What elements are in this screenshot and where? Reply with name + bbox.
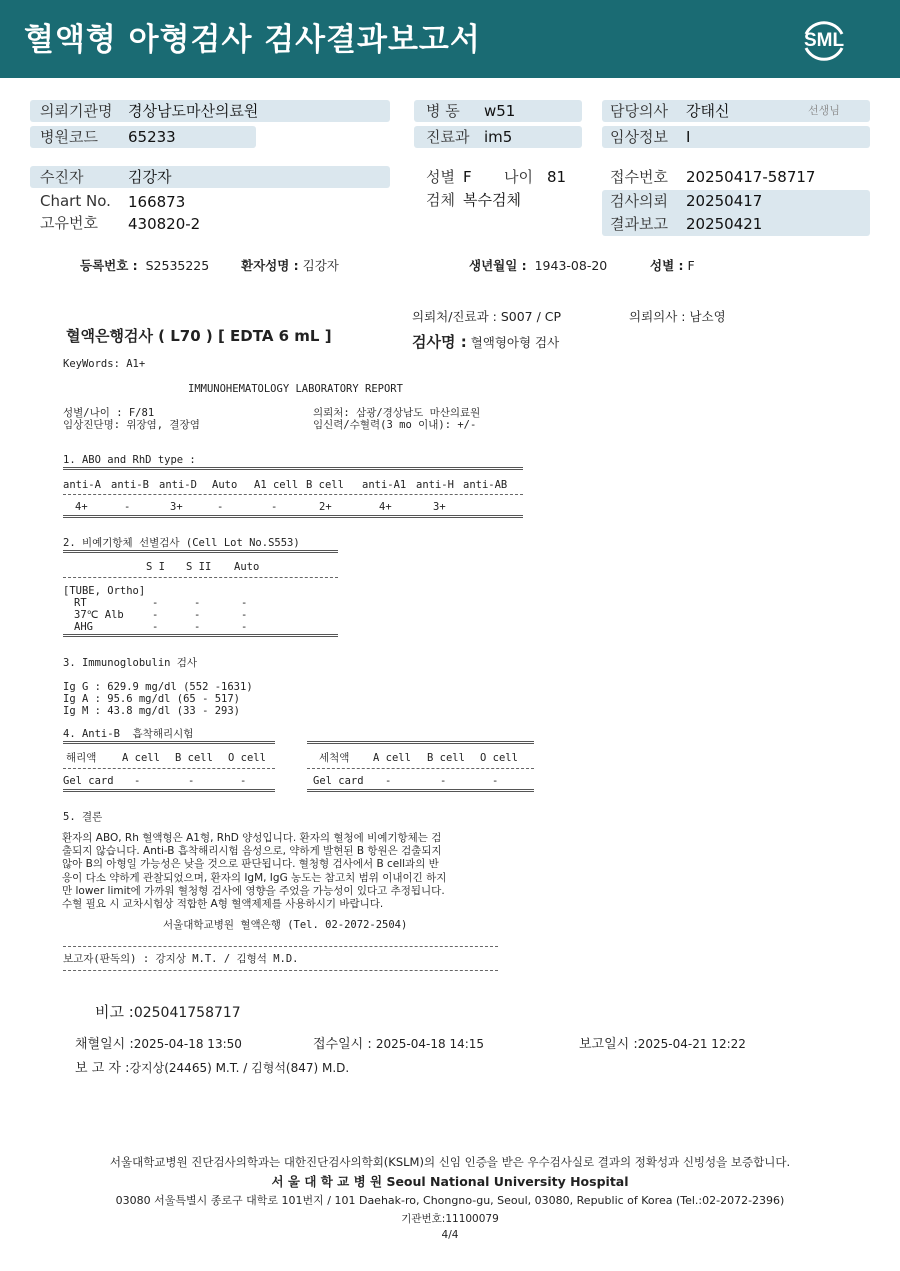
signoff: 서울대학교병원 혈액은행 (Tel. 02-2072-2504) [163, 919, 408, 931]
receive-time: 접수일시 : 2025-04-18 14:15 [313, 1037, 485, 1052]
conclusion-line: 않아 B의 아형일 가능성은 낮을 것으로 판단됩니다. 혈청형 검사에서 B cell과의 반 [62, 858, 439, 871]
s2-row2-v2: - [194, 621, 201, 633]
sml-logo [796, 12, 852, 68]
s2-row2-v3: - [241, 621, 248, 633]
s2-row0-v1: - [152, 597, 159, 609]
s1-h0: anti-A [63, 479, 101, 491]
summary-sex: 성별 : F [650, 258, 695, 273]
ward-value: w51 [484, 102, 516, 120]
s4r-v0: Gel card [313, 775, 364, 787]
sex-age: 성별/나이 : F/81 [63, 407, 155, 419]
s1-h4: A1 cell [254, 479, 299, 491]
section1-title: 1. ABO and RhD type : [63, 454, 196, 466]
clinical-value: I [686, 128, 691, 146]
unique-value: 430820-2 [128, 215, 201, 233]
s1-v4: - [271, 501, 278, 513]
specimen-value: 복수검체 [463, 191, 521, 209]
section1-rule [63, 467, 523, 470]
sex-value: F [463, 168, 472, 186]
section5-title: 5. 결론 [63, 811, 103, 823]
collect-time: 채혈일시 :2025-04-18 13:50 [75, 1037, 242, 1052]
s1-v5: 2+ [319, 501, 332, 513]
pregnancy-history: 임신력/수혈력(3 mo 이내): +/- [313, 419, 477, 431]
hospital-code-label: 병원코드 [40, 128, 98, 146]
igg-row: Ig G : 629.9 mg/dl (552 -1631) [63, 681, 253, 693]
conclusion-line: 만 lower limit에 가까워 혈청형 검사에 영향을 주었을 가능성이 있다고 추정됩니다. [62, 884, 445, 897]
report-reporter: 보고자(판독의) : 강지상 M.T. / 김형석 M.D. [63, 953, 299, 965]
reception-label: 접수번호 [610, 168, 668, 186]
logo-text: SML [803, 30, 845, 51]
s4r-h0: 세척액 [319, 752, 350, 764]
s4l-h3: O cell [228, 752, 266, 764]
conclusion-line: 응이 다소 약하게 관찰되었으며, 환자의 IgM, IgG 농도는 참고치 범위 이내이긴 하지 [62, 871, 447, 884]
s1-h3: Auto [212, 479, 238, 491]
patient-value: 김강자 [128, 168, 172, 186]
s2-row1-label: 37℃ Alb [74, 609, 124, 621]
bottom-reporter: 보 고 자 :강지상(24465) M.T. / 김형석(847) M.D. [75, 1061, 350, 1076]
request-value: 20250417 [686, 192, 763, 210]
lab-report-title: IMMUNOHEMATOLOGY LABORATORY REPORT [188, 383, 403, 395]
department-label: 진료과 [426, 128, 470, 146]
section1-dash [63, 494, 523, 495]
doctor-label: 담당의사 [610, 102, 668, 120]
s1-v7: 3+ [433, 501, 446, 513]
s1-h1: anti-B [111, 479, 149, 491]
result-label: 결과보고 [610, 215, 668, 233]
reporter-rule-top [63, 946, 498, 947]
remark: 비고 :025041758717 [95, 1003, 241, 1021]
section4-title: 4. Anti-B 흡착해리시험 [63, 728, 194, 740]
s4l-h0: 해리액 [66, 752, 97, 764]
conclusion-text [62, 832, 540, 911]
s1-v3: - [217, 501, 224, 513]
section2-title: 2. 비예기항체 선별검사 (Cell Lot No.S553) [63, 537, 300, 549]
page-number: 4/4 [441, 1229, 459, 1241]
s4r-v1: - [385, 775, 392, 787]
patient-field [30, 166, 390, 188]
report-requester: 의뢰처: 삼광/경상남도 마산의료원 [313, 407, 481, 419]
doctor-value: 강태신 [686, 102, 730, 120]
age-value: 81 [547, 168, 567, 186]
s2-h0: S I [146, 561, 165, 573]
s4l-v3: - [240, 775, 247, 787]
doctor-suffix: 선생님 [808, 104, 840, 117]
ward-label: 병 동 [426, 102, 460, 120]
reception-value: 20250417-58717 [686, 168, 816, 186]
s2-row0-v2: - [194, 597, 201, 609]
unique-label: 고유번호 [40, 214, 98, 232]
section4-right-dash [307, 768, 534, 769]
s4r-h1: A cell [373, 752, 411, 764]
section2-rule [63, 550, 338, 553]
s2-row1-v3: - [241, 609, 248, 621]
section3-title: 3. Immunoglobulin 검사 [63, 657, 198, 669]
s4r-h3: O cell [480, 752, 518, 764]
s1-h8: anti-AB [463, 479, 508, 491]
diagnosis: 임상진단명: 위장염, 결장염 [63, 419, 200, 431]
s4r-h2: B cell [427, 752, 465, 764]
institution-number: 기관번호:11100079 [401, 1213, 499, 1225]
s1-h5: B cell [306, 479, 344, 491]
s4r-v2: - [440, 775, 447, 787]
exam-name: 검사명 : 혈액형아형 검사 [412, 333, 560, 351]
s1-v6: 4+ [379, 501, 392, 513]
s2-row2-label: AHG [74, 621, 93, 633]
clinical-label: 임상정보 [610, 128, 668, 146]
conclusion-line: 환자의 ABO, Rh 혈액형은 A1형, RhD 양성입니다. 환자의 혈청에 비예기항체는 검 [62, 832, 442, 844]
result-value: 20250421 [686, 215, 763, 233]
s4l-h2: B cell [175, 752, 213, 764]
certification-note: 서울대학교병원 진단검사의학과는 대한진단검사의학회(KSLM)의 신임 인증을 받은 우수검사실로 결과의 정확성과 신빙성을 보증합니다. [109, 1155, 791, 1169]
ref-doctor: 의뢰의사 : 남소영 [629, 309, 726, 324]
report-time: 보고일시 :2025-04-21 12:22 [579, 1037, 746, 1052]
s4l-v0: Gel card [63, 775, 114, 787]
sex-label: 성별 [426, 168, 455, 186]
s4l-h1: A cell [122, 752, 160, 764]
s2-method: [TUBE, Ortho] [63, 585, 146, 597]
section2-dash [63, 577, 338, 578]
section4-left-rule-bottom [63, 789, 275, 792]
exam-title: 혈액은행검사 ( L70 ) [ EDTA 6 mL ] [66, 327, 332, 345]
report-title: 혈액형 아형검사 검사결과보고서 [24, 22, 481, 58]
section1-rule-bottom [63, 515, 523, 518]
s1-h2: anti-D [159, 479, 197, 491]
hospital-code-value: 65233 [128, 128, 176, 146]
s1-v2: 3+ [170, 501, 183, 513]
hospital-address: 03080 서울특별시 종로구 대학로 101번지 / 101 Daehak-ro, Chongno-gu, Seoul, 03080, Republic of Korea (Tel.:02-2072-2396) [115, 1194, 785, 1207]
patient-label: 수진자 [40, 168, 84, 186]
conclusion-line: 출되지 않습니다. Anti-B 흡착해리시험 음성으로, 약하게 발현된 B 항원은 검출되지 [62, 845, 442, 858]
chart-value: 166873 [128, 193, 186, 211]
s4r-v3: - [492, 775, 499, 787]
s4l-v2: - [188, 775, 195, 787]
institution-label: 의뢰기관명 [40, 102, 113, 120]
s2-row0-label: RT [74, 597, 87, 609]
iga-row: Ig A : 95.6 mg/dl (65 - 517) [63, 693, 241, 705]
patient-name: 환자성명 : 김강자 [241, 258, 339, 273]
section4-right-rule-bottom [307, 789, 534, 792]
keywords: KeyWords: A1+ [63, 358, 146, 370]
specimen-label: 검체 [426, 191, 455, 209]
requester: 의뢰처/진료과 : S007 / CP [412, 309, 562, 324]
department-value: im5 [484, 128, 513, 146]
registration: 등록번호 : S2535225 [80, 258, 210, 273]
birth-date: 생년월일 : 1943-08-20 [469, 258, 608, 273]
conclusion-line: 수혈 필요 시 교차시험상 적합한 A형 혈액제제를 사용하시기 바랍니다. [62, 898, 384, 911]
section4-left-dash [63, 768, 275, 769]
section4-right-rule [307, 741, 534, 744]
section2-rule-bottom [63, 634, 338, 637]
age-label: 나이 [504, 168, 533, 186]
s1-h6: anti-A1 [362, 479, 407, 491]
s2-h2: Auto [234, 561, 260, 573]
report-header [0, 0, 900, 78]
s1-v0: 4+ [75, 501, 88, 513]
section4-left-rule [63, 741, 275, 744]
igm-row: Ig M : 43.8 mg/dl (33 - 293) [63, 705, 241, 717]
request-label: 검사의뢰 [610, 192, 668, 210]
s2-row1-v1: - [152, 609, 159, 621]
reporter-rule-bottom [63, 970, 498, 971]
chart-label: Chart No. [40, 192, 111, 210]
s2-row1-v2: - [194, 609, 201, 621]
s1-v1: - [124, 501, 131, 513]
s2-h1: S II [186, 561, 212, 573]
s1-h7: anti-H [416, 479, 454, 491]
s4l-v1: - [134, 775, 141, 787]
s2-row2-v1: - [152, 621, 159, 633]
s2-row0-v3: - [241, 597, 248, 609]
institution-value: 경상남도마산의료원 [128, 102, 259, 120]
hospital-name: 서 울 대 학 교 병 원 Seoul National University Hospital [271, 1174, 629, 1189]
